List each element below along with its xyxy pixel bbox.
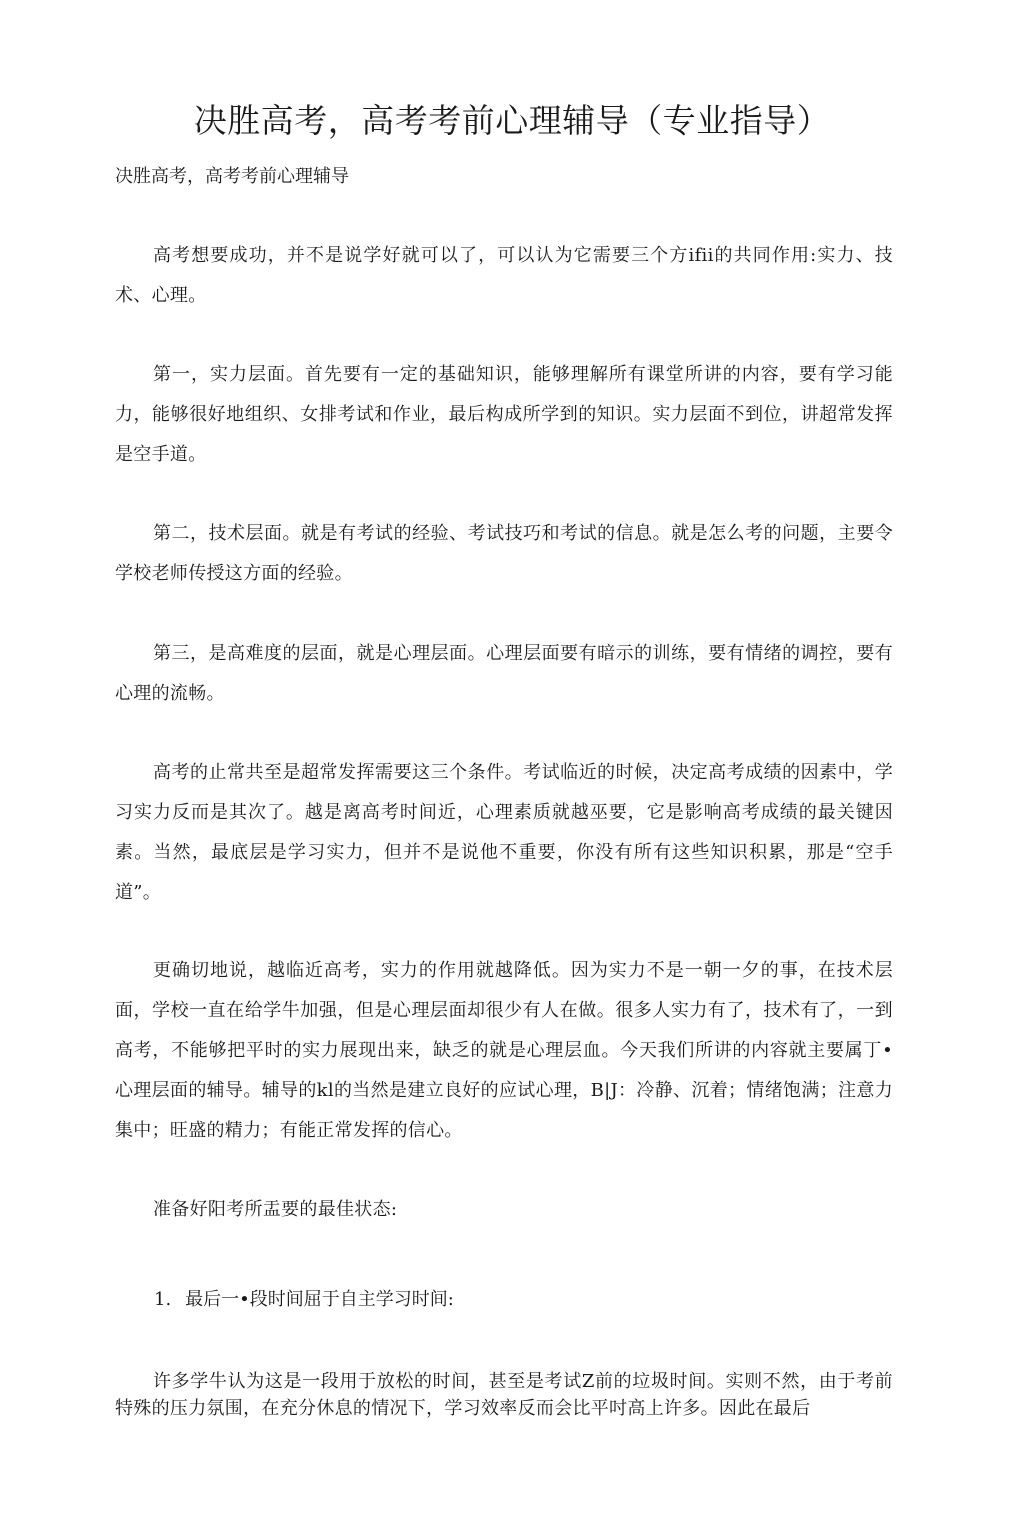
paragraph-technique: 第二，技术层面。就是有考试的经验、考试技巧和考试的信息。就是怎么考的问题，主要令学校老师传授这方面的经验。 <box>115 523 893 584</box>
list-item-text: 最后一•段时间屈于自主学习时间: <box>185 1289 454 1310</box>
document-subtitle: 决胜高考，高考考前心理辅导 <box>115 166 349 187</box>
paragraph-strength: 第一，实力层面。首先要有一定的基础知识，能够理解所有课堂所讲的内容，要有学习能力，能够很好地组织、女排考试和作业，最后构成所学到的知识。实力层面不到位，讲超常发挥是空手道。 <box>115 364 893 465</box>
paragraph-best-state: 准备好阳考所盂要的最佳状态: <box>153 1199 398 1220</box>
paragraph-explanation: 更确切地说，越临近高考，实力的作用就越降低。因为实力不是一朝一夕的事，在技术层面，学校一直在给学牛加强，但是心理层面却很少有人在做。很多人实力有了，技术有了，一到高考，不能够把平时的实力展现出来，缺乏的就是心理层血。今天我们所讲的内容就主要属丁•心理层面的辅导。辅导的kl的当然是建立良好的应试心理，B|J：冷静、沉着；情绪饱满；注意力集中；旺盛的精力；有能正常发挥的信心。 <box>115 960 893 1141</box>
list-item-number: 1. <box>154 1289 172 1310</box>
paragraph-conditions: 高考的止常共至是超常发挥需要这三个条件。考试临近的时候，决定高考成绩的因素中，学习实力反而是其次了。越是离高考时间近，心理素质就越巫要，它是影响高考成绩的最关键因素。当然，最底层是学习实力，但并不是说他不重要，你没有所有这些知识积累，那是“空手道”。 <box>115 762 893 903</box>
document-title: 决胜高考，高考考前心理辅导（专业指导） <box>193 101 831 140</box>
paragraph-psychology: 第三，是高难度的层面，就是心理层面。心理层面要有暗示的训练，要有情绪的调控，要有心理的流畅。 <box>115 643 893 704</box>
paragraph-final: 许多学牛认为这是一段用于放松的时间，甚至是考试Z前的垃圾时间。实则不然，由于考前特殊的压力氛围，在充分休息的情况下，学习效率反而会比平吋高上许多。因此在最后 <box>115 1371 893 1419</box>
list-item <box>154 1287 454 1313</box>
paragraph-intro: 高考想要成功，并不是说学好就可以了，可以认为它需要三个方ifii的共同作用:实力、技术、心理。 <box>115 245 893 306</box>
